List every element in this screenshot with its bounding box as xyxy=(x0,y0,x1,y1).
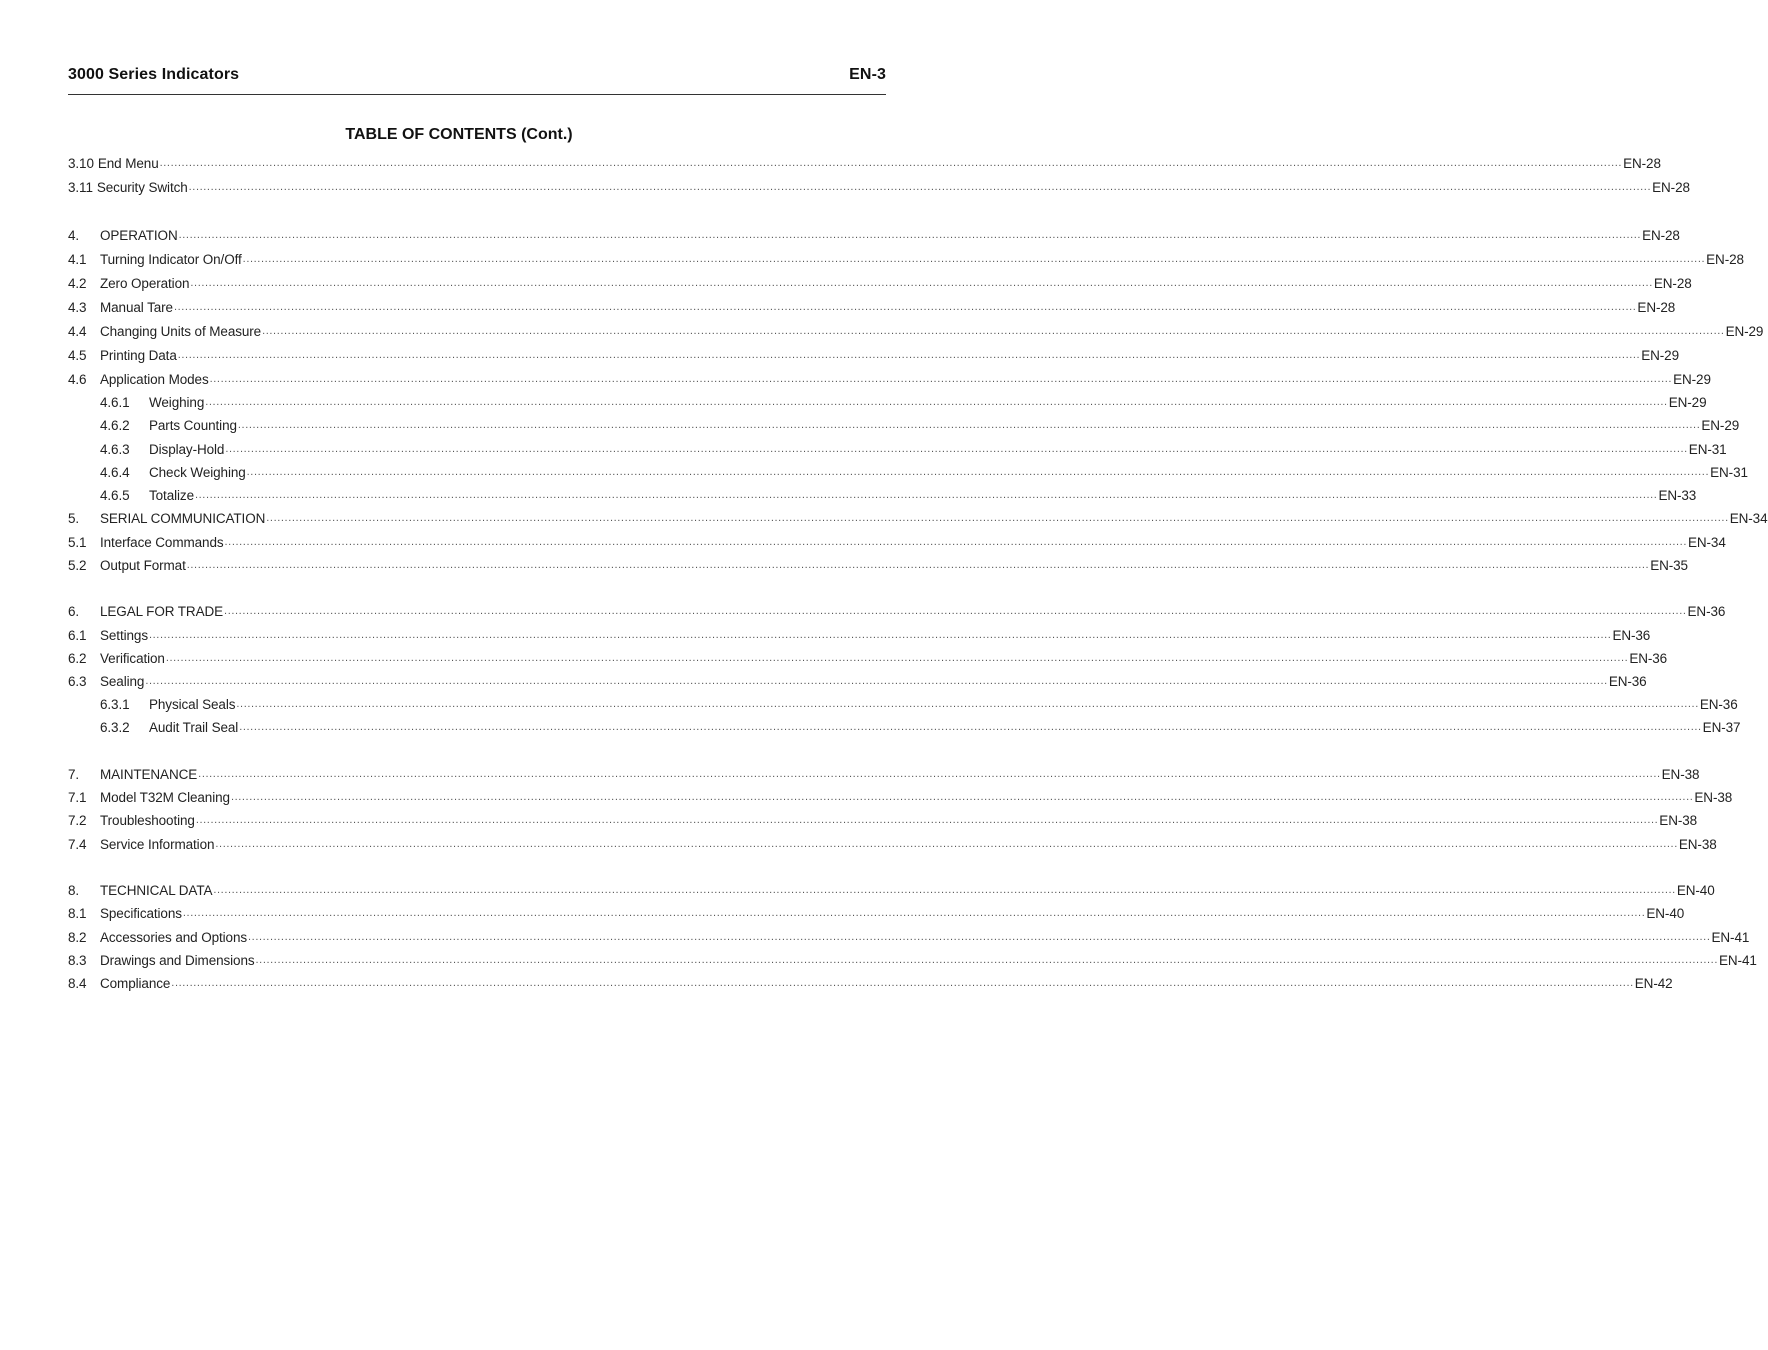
toc-entry-label: Verification xyxy=(100,651,165,666)
toc-entry-label: Sealing xyxy=(100,674,145,689)
toc-entry-number: 8.4 xyxy=(68,976,87,991)
toc-entry xyxy=(68,832,1717,852)
dot-leader: ................................................................................................................................................................................................................................................................................................................................................................................................................ xyxy=(194,489,1658,501)
dot-leader: ................................................................................................................................................................................................................................................................................................................................................................................................................ xyxy=(266,512,1729,524)
dot-leader: ................................................................................................................................................................................................................................................................................................................................................................................................................ xyxy=(215,838,1678,850)
toc-entry xyxy=(68,971,1673,991)
toc-entry-page: EN-38 xyxy=(1661,767,1700,782)
dot-leader: ................................................................................................................................................................................................................................................................................................................................................................................................................ xyxy=(195,814,1659,826)
toc-entry-label: Model T32M Cleaning xyxy=(100,790,230,805)
toc-entry-label: Changing Units of Measure xyxy=(100,324,262,339)
toc-entry xyxy=(68,151,1661,171)
dot-leader: ................................................................................................................................................................................................................................................................................................................................................................................................................ xyxy=(165,652,1629,664)
toc-entry-number: 3.10 xyxy=(68,156,94,171)
dot-leader: ................................................................................................................................................................................................................................................................................................................................................................................................................ xyxy=(209,373,1673,385)
toc-entry xyxy=(68,646,1668,666)
toc-entry-page: EN-31 xyxy=(1688,442,1727,457)
toc-entry-number: 8.2 xyxy=(68,930,87,945)
toc-entry xyxy=(68,715,1741,735)
toc-entry-page: EN-41 xyxy=(1711,930,1750,945)
dot-leader: ................................................................................................................................................................................................................................................................................................................................................................................................................ xyxy=(224,536,1687,548)
toc-entry-page: EN-38 xyxy=(1659,813,1698,828)
toc-entry-number: 7.1 xyxy=(68,790,87,805)
toc-title: TABLE OF CONTENTS (Cont.) xyxy=(345,126,573,143)
toc-entry-label: SERIAL COMMUNICATION xyxy=(100,511,266,526)
dot-leader: ................................................................................................................................................................................................................................................................................................................................................................................................................ xyxy=(159,157,1623,169)
toc-entry-page: EN-42 xyxy=(1634,976,1673,991)
toc-entry-number: 4.5 xyxy=(68,348,87,363)
toc-entry-label: Interface Commands xyxy=(100,535,224,550)
dot-leader: ................................................................................................................................................................................................................................................................................................................................................................................................................ xyxy=(186,559,1650,571)
dot-leader: ................................................................................................................................................................................................................................................................................................................................................................................................................ xyxy=(182,907,1646,919)
toc-entry-number: 6.2 xyxy=(68,651,87,666)
toc-entry-page: EN-28 xyxy=(1653,276,1692,291)
dot-leader: ................................................................................................................................................................................................................................................................................................................................................................................................................ xyxy=(262,325,1725,337)
toc-entry xyxy=(68,343,1679,363)
toc-entry-number: 4.6 xyxy=(68,372,87,387)
toc-entry-page: EN-29 xyxy=(1725,324,1764,339)
toc-entry-label: Physical Seals xyxy=(149,697,236,712)
toc-entry-number: 4.6.1 xyxy=(100,395,130,410)
toc-entry-number: 6.3.2 xyxy=(100,720,130,735)
toc-entry-number: 6.3 xyxy=(68,674,87,689)
dot-leader: ................................................................................................................................................................................................................................................................................................................................................................................................................ xyxy=(236,698,1699,710)
toc-entry-number: 4.6.2 xyxy=(100,418,130,433)
dot-leader: ................................................................................................................................................................................................................................................................................................................................................................................................................ xyxy=(239,721,1702,733)
toc-entry-number: 5.2 xyxy=(68,558,87,573)
toc-entry xyxy=(68,223,1680,243)
toc-entry-label: Application Modes xyxy=(100,372,209,387)
toc-entry-page: EN-28 xyxy=(1642,228,1680,243)
page-number: EN-3 xyxy=(849,66,886,83)
page-header xyxy=(68,66,886,95)
toc-entry-label: MAINTENANCE xyxy=(100,767,198,782)
dot-leader: ................................................................................................................................................................................................................................................................................................................................................................................................................ xyxy=(145,675,1608,687)
toc-entry-number: 4. xyxy=(68,228,80,243)
toc-entry xyxy=(68,808,1698,828)
toc-entry-label: Service Information xyxy=(100,837,215,852)
toc-entry-page: EN-34 xyxy=(1729,511,1768,526)
dot-leader: ................................................................................................................................................................................................................................................................................................................................................................................................................ xyxy=(205,396,1668,408)
toc-entry-label: OPERATION xyxy=(100,228,178,243)
dot-leader: ................................................................................................................................................................................................................................................................................................................................................................................................................ xyxy=(225,443,1688,455)
toc-entry-number: 7.2 xyxy=(68,813,87,828)
toc-entry-page: EN-38 xyxy=(1694,790,1733,805)
toc-entry-label: Totalize xyxy=(149,488,194,503)
toc-entry-page: EN-40 xyxy=(1646,906,1685,921)
toc-entry-number: 4.6.5 xyxy=(100,488,130,503)
dot-leader: ................................................................................................................................................................................................................................................................................................................................................................................................................ xyxy=(178,229,1642,241)
toc-entry-page: EN-28 xyxy=(1652,180,1690,195)
toc-entry-page: EN-34 xyxy=(1687,535,1726,550)
toc-entry xyxy=(68,669,1647,689)
toc-entry xyxy=(68,599,1726,619)
toc-entry-page: EN-36 xyxy=(1687,604,1726,619)
toc-entry-label: Compliance xyxy=(100,976,171,991)
toc-entry-page: EN-29 xyxy=(1668,395,1707,410)
toc-entry-page: EN-29 xyxy=(1701,418,1740,433)
dot-leader: ................................................................................................................................................................................................................................................................................................................................................................................................................ xyxy=(188,181,1652,193)
toc-entry-page: EN-28 xyxy=(1637,300,1676,315)
dot-leader: ................................................................................................................................................................................................................................................................................................................................................................................................................ xyxy=(230,791,1694,803)
toc-entry xyxy=(68,530,1726,550)
toc-entry xyxy=(68,553,1688,573)
toc-entry-label: Settings xyxy=(100,628,148,643)
toc-entry-label: Troubleshooting xyxy=(100,813,195,828)
toc-entry-number: 5.1 xyxy=(68,535,87,550)
toc-entry xyxy=(68,295,1676,315)
toc-entry-page: EN-40 xyxy=(1676,883,1715,898)
toc-entry-page: EN-36 xyxy=(1699,697,1738,712)
toc-entry xyxy=(68,506,1768,526)
toc-entry xyxy=(68,925,1750,945)
toc-entry-label: LEGAL FOR TRADE xyxy=(100,604,224,619)
toc-entry-label: Security Switch xyxy=(96,180,188,195)
dot-leader: ................................................................................................................................................................................................................................................................................................................................................................................................................ xyxy=(148,629,1612,641)
toc-entry-page: EN-36 xyxy=(1608,674,1647,689)
toc-entry-number: 8. xyxy=(68,883,80,898)
toc-entry xyxy=(68,437,1727,457)
toc-entry-number: 8.1 xyxy=(68,906,87,921)
toc-entry-number: 6.1 xyxy=(68,628,87,643)
toc-entry-label: Output Format xyxy=(100,558,186,573)
dot-leader: ................................................................................................................................................................................................................................................................................................................................................................................................................ xyxy=(242,253,1706,265)
toc-entry-number: 5. xyxy=(68,511,80,526)
toc-entry-label: Specifications xyxy=(100,906,182,921)
toc-entry-label: Manual Tare xyxy=(100,300,173,315)
dot-leader: ................................................................................................................................................................................................................................................................................................................................................................................................................ xyxy=(224,605,1687,617)
toc-entry-page: EN-33 xyxy=(1658,488,1697,503)
toc-entry-number: 6.3.1 xyxy=(100,697,130,712)
toc-entry-number: 4.1 xyxy=(68,252,87,267)
toc-entry-label: Printing Data xyxy=(100,348,177,363)
toc-entry-number: 4.6.3 xyxy=(100,442,130,457)
dot-leader: ................................................................................................................................................................................................................................................................................................................................................................................................................ xyxy=(171,977,1634,989)
toc-entry-label: Zero Operation xyxy=(100,276,190,291)
toc-entry-number: 4.2 xyxy=(68,276,87,291)
toc-entry xyxy=(68,175,1690,195)
dot-leader: ................................................................................................................................................................................................................................................................................................................................................................................................................ xyxy=(248,931,1711,943)
toc-entry xyxy=(68,762,1700,782)
toc-entry-number: 4.6.4 xyxy=(100,465,130,480)
toc-entry xyxy=(68,785,1733,805)
toc-entry xyxy=(68,901,1685,921)
toc-entry-page: EN-28 xyxy=(1706,252,1744,267)
document-title: 3000 Series Indicators xyxy=(68,66,240,83)
toc-entry-label: Weighing xyxy=(149,395,205,410)
toc-entry-page: EN-35 xyxy=(1650,558,1688,573)
toc-entry-label: End Menu xyxy=(97,156,159,171)
toc-entry-page: EN-29 xyxy=(1673,372,1711,387)
toc-entry-label: Check Weighing xyxy=(149,465,246,480)
toc-entry-label: Display-Hold xyxy=(149,442,225,457)
toc-entry-number: 3.11 xyxy=(68,180,93,195)
toc-entry xyxy=(68,460,1748,480)
toc-entry xyxy=(68,623,1651,643)
toc-entry-number: 4.4 xyxy=(68,324,87,339)
toc-entry-page: EN-28 xyxy=(1623,156,1661,171)
toc-entry xyxy=(68,319,1764,339)
toc-entry xyxy=(68,948,1757,968)
toc-entry-number: 7. xyxy=(68,767,80,782)
toc-entry xyxy=(68,483,1697,503)
toc-entry-page: EN-37 xyxy=(1702,720,1741,735)
toc-entry xyxy=(68,247,1744,267)
toc-entry-label: Audit Trail Seal xyxy=(149,720,239,735)
dot-leader: ................................................................................................................................................................................................................................................................................................................................................................................................................ xyxy=(255,954,1718,966)
toc-entry xyxy=(68,390,1707,410)
dot-leader: ................................................................................................................................................................................................................................................................................................................................................................................................................ xyxy=(198,768,1661,780)
toc-entry-page: EN-36 xyxy=(1629,651,1668,666)
toc-entry-label: Accessories and Options xyxy=(100,930,248,945)
dot-leader: ................................................................................................................................................................................................................................................................................................................................................................................................................ xyxy=(246,466,1710,478)
toc-entry-number: 6. xyxy=(68,604,80,619)
toc-entry-label: Parts Counting xyxy=(149,418,237,433)
toc-entry-page: EN-41 xyxy=(1719,953,1757,968)
toc-entry xyxy=(68,271,1692,291)
toc-entry-page: EN-29 xyxy=(1641,348,1679,363)
toc-entry xyxy=(68,367,1711,387)
toc-entry-page: EN-31 xyxy=(1710,465,1748,480)
toc-entry-number: 7.4 xyxy=(68,837,87,852)
toc-entry-label: TECHNICAL DATA xyxy=(100,883,213,898)
toc-entry-label: Turning Indicator On/Off xyxy=(100,252,242,267)
toc-entry xyxy=(68,413,1740,433)
dot-leader: ................................................................................................................................................................................................................................................................................................................................................................................................................ xyxy=(177,349,1641,361)
dot-leader: ................................................................................................................................................................................................................................................................................................................................................................................................................ xyxy=(190,277,1653,289)
dot-leader: ................................................................................................................................................................................................................................................................................................................................................................................................................ xyxy=(237,419,1701,431)
toc-entry xyxy=(68,692,1738,712)
toc-entry-page: EN-38 xyxy=(1678,837,1717,852)
toc-entry-number: 4.3 xyxy=(68,300,87,315)
toc-entry-page: EN-36 xyxy=(1612,628,1651,643)
dot-leader: ................................................................................................................................................................................................................................................................................................................................................................................................................ xyxy=(213,884,1676,896)
dot-leader: ................................................................................................................................................................................................................................................................................................................................................................................................................ xyxy=(173,301,1637,313)
toc-entry xyxy=(68,878,1715,898)
toc-entry-label: Drawings and Dimensions xyxy=(100,953,255,968)
toc-entry-number: 8.3 xyxy=(68,953,87,968)
